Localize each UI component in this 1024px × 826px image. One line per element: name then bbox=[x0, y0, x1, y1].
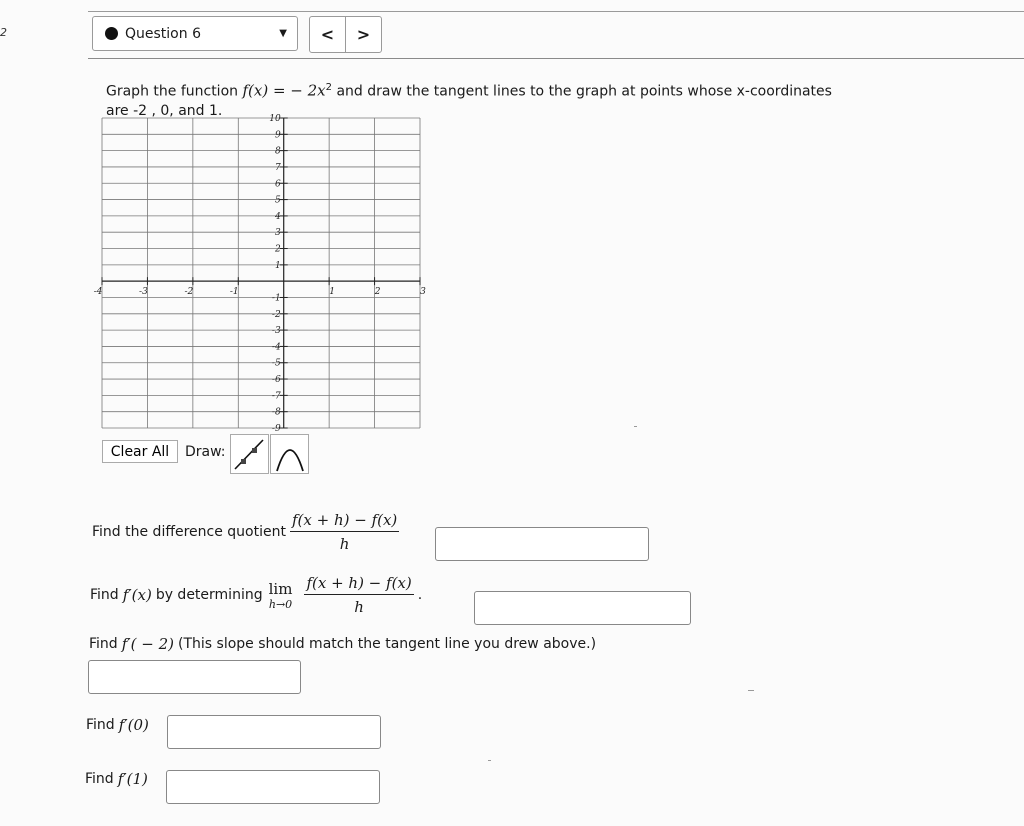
question-selector[interactable] bbox=[92, 16, 298, 51]
limit-fraction bbox=[304, 574, 413, 616]
header-divider bbox=[88, 58, 1024, 59]
y-tick-label: -7 bbox=[271, 391, 281, 402]
limit-denominator: h bbox=[354, 598, 364, 616]
difference-quotient-fraction bbox=[290, 511, 399, 553]
x-tick-label: 2 bbox=[374, 287, 381, 298]
limit-numerator: f(x + h) − f(x) bbox=[304, 574, 413, 595]
x-tick-label: -2 bbox=[184, 287, 194, 298]
y-tick-label: -2 bbox=[271, 309, 281, 320]
question-label: Question 6 bbox=[125, 25, 201, 42]
fprime-1-prefix: Find bbox=[85, 771, 114, 787]
fprime-neg2-row bbox=[89, 635, 596, 653]
problem-text-1: Graph the function bbox=[106, 83, 243, 100]
derivative-input[interactable] bbox=[474, 591, 691, 625]
fprime-neg2-input[interactable] bbox=[88, 660, 301, 694]
problem-text-3: are -2 , 0, and 1. bbox=[106, 102, 223, 119]
fprime-neg2-note: (This slope should match the tangent line you drew above.) bbox=[178, 636, 597, 652]
y-tick-label: -4 bbox=[271, 342, 281, 353]
fprime-1-row bbox=[85, 770, 148, 788]
y-tick-label: -1 bbox=[271, 293, 281, 304]
derivative-mid-text: by determining bbox=[155, 587, 263, 603]
scan-speck bbox=[488, 760, 491, 761]
y-tick-label: -3 bbox=[271, 326, 281, 337]
parabola-tool-button[interactable] bbox=[270, 434, 309, 474]
draw-label: Draw: bbox=[185, 444, 226, 460]
difference-quotient-label: Find the difference quotient bbox=[92, 524, 286, 540]
limit-word: lim bbox=[268, 579, 293, 598]
derivative-prefix: Find bbox=[90, 587, 119, 603]
x-tick-label: 1 bbox=[329, 287, 336, 298]
y-tick-label: 6 bbox=[274, 179, 281, 190]
y-tick-label: -5 bbox=[271, 358, 281, 369]
y-tick-label: -8 bbox=[271, 407, 281, 418]
next-question-button[interactable]: > bbox=[345, 17, 381, 52]
equals-sign: = bbox=[268, 81, 291, 100]
page-number: 2 bbox=[0, 26, 7, 39]
fprime-neg2-label: f′( − 2) bbox=[121, 635, 174, 653]
limit-subscript: h→0 bbox=[268, 597, 293, 611]
function-rhs: − 2x bbox=[290, 81, 326, 100]
fprime-0-prefix: Find bbox=[86, 717, 115, 733]
problem-text-2: and draw the tangent lines to the graph at points whose x-coordinates bbox=[332, 83, 832, 100]
y-tick-label: 2 bbox=[274, 244, 281, 255]
limit-period: . bbox=[417, 587, 423, 603]
top-divider bbox=[88, 11, 1024, 12]
y-tick-label: 8 bbox=[274, 146, 281, 157]
function-name: f(x) bbox=[242, 81, 269, 100]
y-tick-label: 1 bbox=[274, 260, 281, 271]
fprime-1-label: f′(1) bbox=[117, 770, 148, 788]
fprime-0-input[interactable] bbox=[167, 715, 381, 749]
x-tick-label: 3 bbox=[420, 287, 426, 298]
fprime-neg2-prefix: Find bbox=[89, 636, 118, 652]
y-tick-label: -6 bbox=[271, 375, 281, 386]
line-tool-icon bbox=[231, 435, 268, 473]
graph-canvas[interactable] bbox=[93, 114, 426, 434]
x-tick-label: -3 bbox=[139, 287, 148, 298]
y-tick-label: 10 bbox=[269, 114, 281, 124]
function-exponent: 2 bbox=[325, 82, 333, 93]
question-nav bbox=[309, 16, 382, 53]
line-tool-button[interactable] bbox=[230, 434, 269, 474]
fraction-numerator: f(x + h) − f(x) bbox=[290, 511, 399, 532]
x-tick-label: -4 bbox=[93, 287, 103, 298]
y-tick-label: 4 bbox=[274, 211, 281, 222]
y-tick-label: 9 bbox=[274, 130, 281, 141]
y-tick-label: -9 bbox=[271, 424, 281, 434]
y-tick-label: 3 bbox=[274, 228, 281, 239]
clear-all-button[interactable]: Clear All bbox=[102, 440, 178, 463]
fraction-denominator: h bbox=[339, 535, 350, 553]
status-dot-icon bbox=[105, 27, 118, 40]
difference-quotient-input[interactable] bbox=[435, 527, 649, 561]
limit-expression bbox=[269, 580, 293, 611]
dropdown-caret-icon: ▼ bbox=[279, 28, 287, 39]
prev-question-button[interactable]: < bbox=[320, 25, 335, 44]
y-tick-label: 7 bbox=[274, 162, 281, 173]
derivative-fprime: f′(x) bbox=[122, 586, 152, 604]
fprime-0-label: f′(0) bbox=[118, 716, 149, 734]
scan-speck bbox=[634, 426, 637, 427]
x-tick-label: -1 bbox=[229, 287, 239, 298]
derivative-row bbox=[90, 574, 422, 616]
scan-speck bbox=[748, 690, 754, 691]
difference-quotient-row bbox=[92, 511, 403, 553]
parabola-tool-icon bbox=[271, 435, 308, 473]
fprime-1-input[interactable] bbox=[166, 770, 380, 804]
y-tick-label: 5 bbox=[274, 195, 281, 206]
fprime-0-row bbox=[86, 716, 149, 734]
